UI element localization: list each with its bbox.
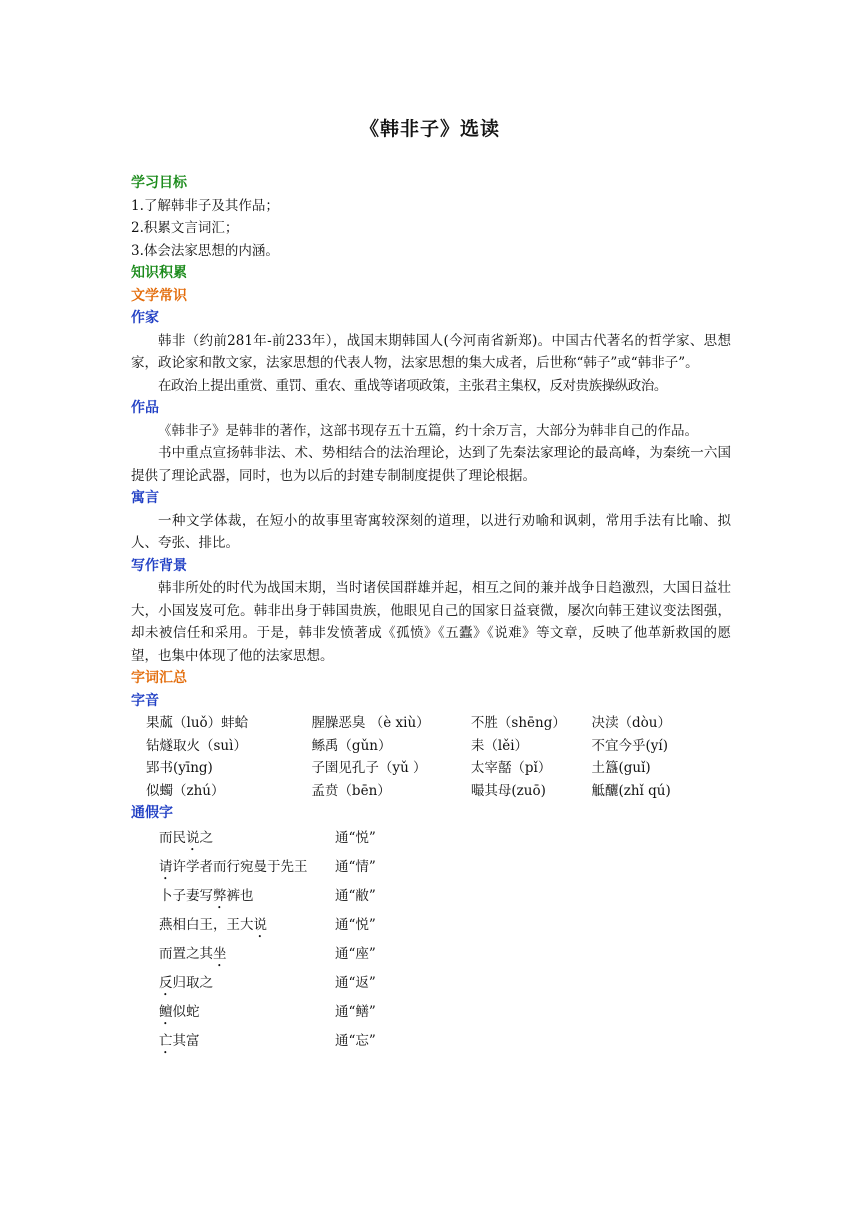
sentence-text: 归取之 [172, 974, 213, 991]
tongjia-row [159, 825, 731, 854]
knowledge-heading: 知识积累 [131, 265, 187, 281]
goal-item: 2.积累文言词汇； [131, 220, 239, 236]
tongjia-heading: 通假字 [131, 805, 173, 821]
tongjia-note: 通“情” [335, 858, 376, 875]
sentence-text: 似蛇 [172, 1003, 200, 1020]
pronunciation-cell: 子圉见孔子（yǔ ） [311, 760, 427, 776]
tongjia-sentence [159, 1028, 335, 1057]
goal-item: 3.体会法家思想的内涵。 [131, 242, 279, 259]
sentence-text: 卜子妻写 [159, 887, 213, 904]
marked-character: 反 [159, 974, 173, 991]
works-paragraph: 《韩非子》是韩非的著作，这部书现存五十五篇，约十余万言，大部分为韩非自己的作品。 [158, 422, 698, 439]
pronunciation-cell: 孟贲（bēn） [311, 782, 391, 799]
marked-character: 说 [253, 916, 267, 933]
sentence-text: 许学者而行宛曼于先王 [172, 858, 308, 875]
pronunciation-cell: 不宜今乎(yí) [591, 737, 668, 754]
pronunciation-cell: 果蓏（luǒ）蚌蛤 [146, 715, 249, 731]
tongjia-table [159, 825, 731, 1057]
sentence-text: 裤也 [226, 887, 254, 904]
marked-character: 弊 [213, 887, 227, 904]
pronunciation-cell: 土簋(guǐ) [591, 760, 651, 776]
tongjia-note: 通“忘” [335, 1032, 376, 1049]
tongjia-sentence [159, 970, 335, 999]
fable-heading: 寓言 [131, 490, 159, 506]
background-paragraph: 韩非所处的时代为战国末期，当时诸侯国群雄并起，相互之间的兼并战争日趋激烈，大国日益壮大，小国岌岌可危。韩非出身于韩国贵族，他眼见自己的国家日益衰微，屡次向韩王建议变法图强，却未被信任和采用。于是，韩非发愤著成《孤愤》《五蠹》《说难》等文章，反映了他革新救国的愿望，也集中体现了他的法家思想。 [131, 580, 731, 664]
sentence-text: 燕相白王，王大 [159, 916, 254, 933]
tongjia-row [159, 912, 731, 941]
pronunciation-cell: 嘬其母(zuō) [470, 782, 546, 799]
tongjia-note: 通“悦” [335, 829, 376, 846]
tongjia-row [159, 1028, 731, 1057]
pronunciation-cell: 决渎（dòu） [591, 715, 671, 731]
tongjia-row [159, 941, 731, 970]
marked-character: 请 [159, 858, 173, 875]
marked-character: 坐 [213, 945, 227, 962]
document-body [131, 172, 731, 1057]
tongjia-sentence [159, 999, 335, 1028]
tongjia-sentence [159, 883, 335, 912]
pronunciation-cell: 钻燧取火（suì） [146, 737, 247, 754]
pronunciation-row [146, 780, 731, 803]
pronunciation-cell: 郢书(yīng) [146, 760, 213, 776]
tongjia-sentence [159, 854, 335, 883]
sentence-text: 而民 [159, 829, 186, 846]
pronunciation-heading: 字音 [131, 692, 159, 709]
pronunciation-cell: 不胜（shēng） [470, 715, 566, 731]
works-heading: 作品 [131, 400, 159, 416]
pronunciation-cell: 耒（lěi） [470, 737, 529, 754]
works-paragraph: 书中重点宣扬韩非法、术、势相结合的法治理论，达到了先秦法家理论的最高峰，为秦统一六国提供了理论武器，同时，也为以后的封建专制制度提供了理论根据。 [131, 445, 731, 484]
pronunciation-row [146, 712, 731, 735]
page-title: 《韩非子》选读 [359, 118, 500, 140]
pronunciation-table [146, 712, 731, 802]
background-heading: 写作背景 [131, 557, 187, 574]
marked-character: 说 [186, 829, 200, 846]
pronunciation-cell: 觝釃(zhǐ qú) [591, 782, 671, 799]
author-heading: 作家 [131, 310, 159, 326]
tongjia-row [159, 854, 731, 883]
author-paragraph: 韩非（约前281年-前233年），战国末期韩国人(今河南省新郑)。中国古代著名的哲学家、思想家，政论家和散文家，法家思想的代表人物，法家思想的集大成者，后世称“韩子”或“韩非子”。 [131, 332, 731, 371]
marked-character: 鳣 [159, 1003, 173, 1020]
pronunciation-cell: 腥臊恶臭 （è xiù） [311, 715, 430, 731]
tongjia-note: 通“敝” [335, 887, 376, 904]
pronunciation-cell: 似蠋（zhú） [146, 782, 225, 799]
tongjia-note: 通“座” [335, 945, 376, 962]
tongjia-row [159, 883, 731, 912]
tongjia-sentence [159, 825, 335, 854]
fable-paragraph: 一种文学体裁，在短小的故事里寄寓较深刻的道理，以进行劝喻和讽刺，常用手法有比喻、拟人、夸张、排比。 [131, 512, 731, 551]
goal-item: 1.了解韩非子及其作品； [131, 197, 279, 214]
sentence-text: 之 [199, 829, 213, 846]
tongjia-row [159, 970, 731, 999]
marked-character: 亡 [159, 1032, 173, 1049]
tongjia-note: 通“鳝” [335, 1003, 376, 1020]
author-paragraph: 在政治上提出重赏、重罚、重农、重战等诸项政策，主张君主集权，反对贵族操纵政治。 [158, 377, 667, 394]
literary-heading: 文学常识 [131, 287, 187, 304]
tongjia-sentence [159, 912, 335, 941]
vocab-heading: 字词汇总 [131, 670, 187, 686]
study-goals-heading: 学习目标 [131, 175, 187, 191]
sentence-text: 而置之其 [159, 945, 213, 962]
pronunciation-row [146, 757, 731, 780]
pronunciation-cell: 太宰嚭（pǐ） [470, 760, 552, 776]
pronunciation-row [146, 735, 731, 758]
tongjia-row [159, 999, 731, 1028]
tongjia-note: 通“悦” [335, 916, 376, 933]
tongjia-sentence [159, 941, 335, 970]
tongjia-note: 通“返” [335, 974, 376, 991]
pronunciation-cell: 鲧禹（gǔn） [311, 737, 392, 754]
sentence-text: 其富 [172, 1032, 200, 1049]
